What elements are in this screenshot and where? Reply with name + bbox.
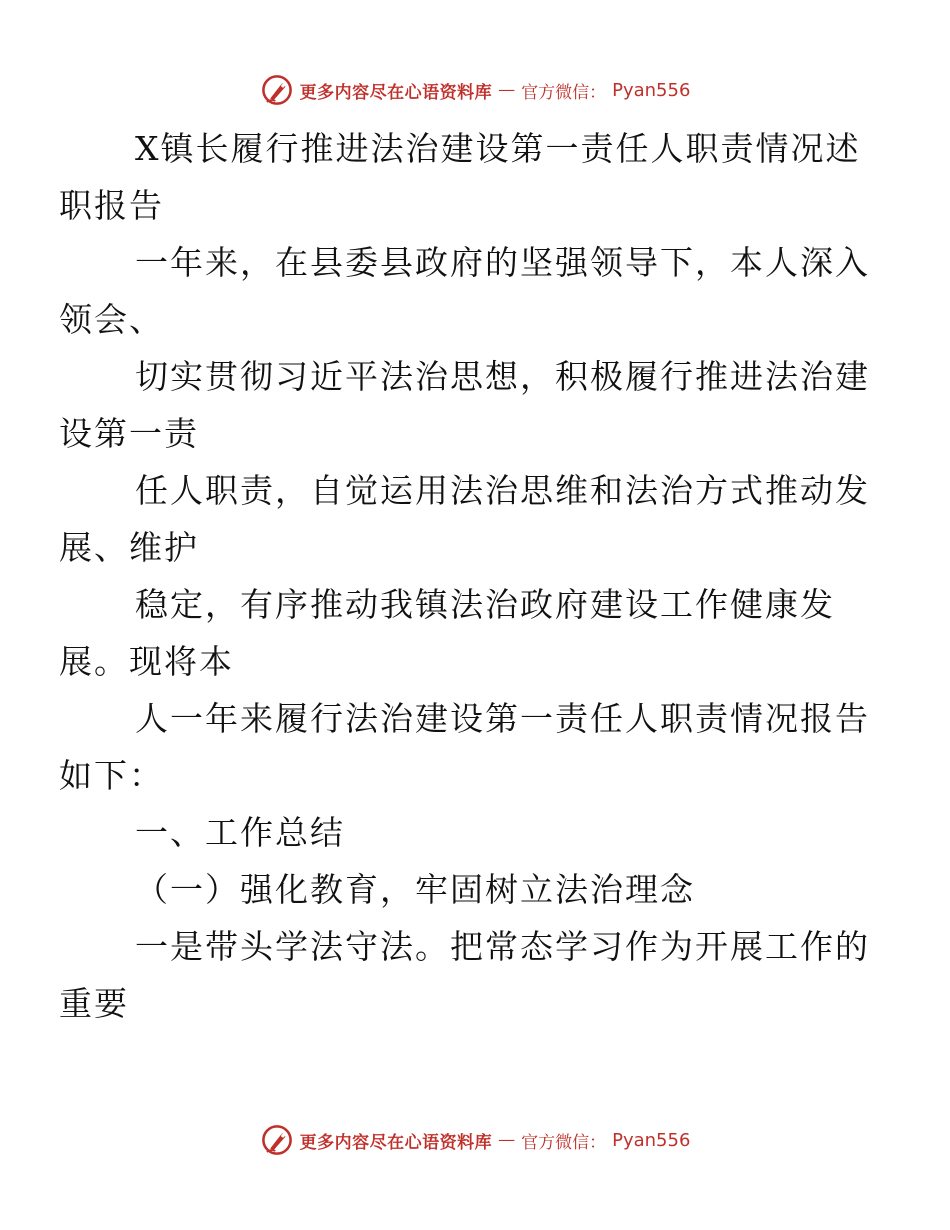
wechat-id: Pyan556 xyxy=(612,79,691,101)
subsection-heading xyxy=(97,861,857,918)
paragraph xyxy=(59,690,870,804)
paragraph-line: 稳定，有序推动我镇法治政府建设工作健康发 xyxy=(135,585,835,624)
paragraph xyxy=(59,462,870,576)
paragraph-title xyxy=(59,120,861,234)
paragraph xyxy=(59,576,857,690)
paragraph-line: 切实贯彻习近平法治思想，积极履行推进法治建 xyxy=(135,357,870,396)
paragraph-line: 一是带头学法守法。把常态学习作为开展工作的 xyxy=(135,927,870,966)
paragraph-line: 人一年来履行法治建设第一责任人职责情况报告 xyxy=(135,699,870,738)
section-heading xyxy=(97,804,857,861)
banner-separator: — xyxy=(498,1130,516,1150)
paragraph-line: 重要 xyxy=(59,984,129,1023)
site-name: 更多内容尽在心语资料库 xyxy=(299,82,493,103)
paragraph-line: 一年来，在县委县政府的坚强领导下，本人深入 xyxy=(135,243,870,282)
paragraph xyxy=(59,348,870,462)
paragraph-line: 领会、 xyxy=(59,300,164,339)
paragraph-line: X镇长履行推进法治建设第一责任人职责情况述 xyxy=(135,129,861,168)
paragraph-line: 职报告 xyxy=(59,186,164,225)
pen-nib-logo-icon xyxy=(260,73,294,107)
wechat-id: Pyan556 xyxy=(612,1129,691,1151)
paragraph-line: 展。现将本 xyxy=(59,642,234,681)
wechat-label: 官方微信： xyxy=(521,1132,607,1153)
footer-banner xyxy=(0,1120,950,1160)
pen-nib-logo-icon xyxy=(260,1123,294,1157)
paragraph-line: 如下： xyxy=(59,756,164,795)
site-name: 更多内容尽在心语资料库 xyxy=(299,1132,493,1153)
paragraph-line: （一）强化教育，牢固树立法治理念 xyxy=(135,870,695,909)
document-body xyxy=(59,120,870,1032)
paragraph-line: 一、工作总结 xyxy=(135,813,345,852)
paragraph xyxy=(59,234,870,348)
paragraph-line: 设第一责 xyxy=(59,414,199,453)
wechat-label: 官方微信： xyxy=(521,82,607,103)
paragraph-line: 展、维护 xyxy=(59,528,199,567)
header-banner xyxy=(0,70,950,110)
paragraph xyxy=(59,918,870,1032)
banner-separator: — xyxy=(498,80,516,100)
paragraph-line: 任人职责，自觉运用法治思维和法治方式推动发 xyxy=(135,471,870,510)
